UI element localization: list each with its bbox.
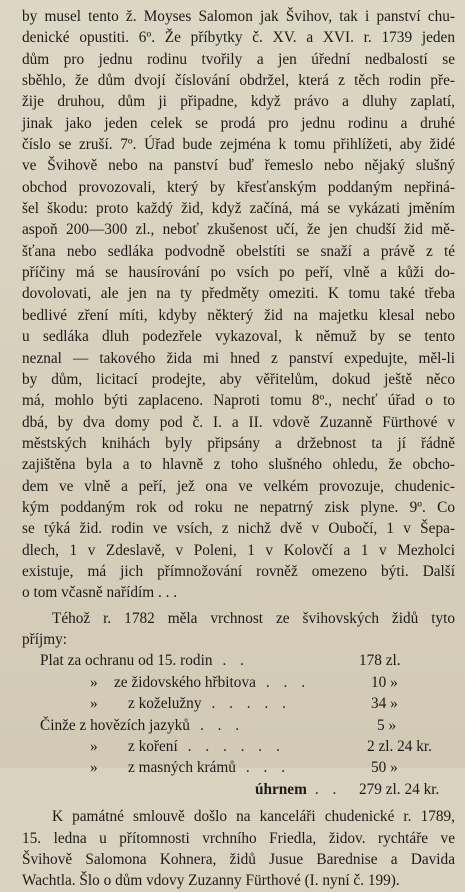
ledger-label: Plat za ochranu od 15. rodin bbox=[40, 652, 213, 670]
text-line: číslo se zruší. 7º. Úřad bude zejména k tomu přihlížeti, aby židé bbox=[22, 136, 455, 154]
text-line: zajištěna byla a to hlavně z toho slušného ohledu, že obcho- bbox=[22, 456, 455, 474]
ledger-total-row bbox=[40, 779, 455, 800]
text-line: dovolovati, ale jen na ty předměty omeziti. K tomu také třeba bbox=[22, 285, 455, 303]
text-line: šel škodu: proto každý žid, když začíná, má se vykázati jměním bbox=[22, 200, 455, 218]
ditto-mark: » bbox=[90, 759, 98, 777]
text-line: dem ve vlně a peří, jež ona ve velkém provozuje, chudenic- bbox=[22, 477, 455, 495]
ledger-label: z koření bbox=[128, 737, 178, 755]
ledger-amount: 10 » bbox=[371, 673, 398, 691]
ledger-amount: 2 zl. 24 kr. bbox=[367, 737, 433, 755]
text-line: dlech, 1 v Zdeslavě, v Poleni, 1 v Kolovčí a 1 v Mezholci bbox=[22, 541, 455, 559]
text-line: příčiny má se hausírování po vsích po peří, vlně a kůži do- bbox=[22, 264, 455, 282]
ledger-total-amount: 279 zl. 24 kr. bbox=[359, 780, 440, 798]
ledger-label: Činže z hovězích jazyků bbox=[40, 716, 190, 734]
text-line: K památné smlouvě došlo na kanceláři chudenické r. 1789, bbox=[52, 808, 455, 826]
leader-dots: . . . bbox=[245, 759, 291, 777]
ledger-row bbox=[40, 736, 455, 757]
text-line: se týká žid. rodin ve vsích, z nichž dvě v Oubočí, 1 v Šepa- bbox=[22, 520, 455, 538]
leader-dots: . . . bbox=[265, 673, 311, 691]
leader-dots: . . . . . . bbox=[187, 737, 285, 755]
ledger-total-label: úhrnem bbox=[255, 780, 307, 798]
text-line: u sedláka dluh podezřele vykazoval, k němuž by se tento bbox=[22, 328, 455, 346]
text-line: aspoň 200—300 zl., neboť zkušenost učí, že jen chudší žid mě- bbox=[22, 221, 455, 239]
ledger-amount: 50 » bbox=[371, 759, 398, 777]
paragraph-income-intro bbox=[22, 608, 455, 651]
leader-dots: . . bbox=[222, 652, 249, 670]
text-line: Wachtla. Šlo o dům vdovy Zuzanny Fürthové (I. nyní č. 199). bbox=[22, 872, 400, 890]
text-line: existuje, má jich přímnožování rovněž omezeno býti. Další bbox=[22, 562, 455, 580]
text-line: neznal — takového žida mi hned z panství expedujte, měl-li bbox=[22, 349, 455, 367]
text-line: 15. ledna u přítomnosti vrchního Friedla, židov. rychtáře ve bbox=[22, 829, 455, 847]
text-line: ve Švihově nebo na panství buď řemeslo nebo nějaký slušný bbox=[22, 157, 455, 175]
ditto-mark: » bbox=[90, 673, 98, 691]
ledger-row bbox=[40, 757, 455, 778]
ditto-mark: » bbox=[90, 695, 98, 713]
text-line: o tom včasně nařídím . . . bbox=[22, 584, 178, 602]
ledger-row bbox=[40, 693, 455, 714]
ledger-label: z koželužny bbox=[128, 695, 202, 713]
ledger-label: z masných krámů bbox=[128, 759, 236, 777]
ledger-row bbox=[40, 715, 455, 736]
text-line: Švihově Salomona Kohnera, židů Jusue Barednise a Davida bbox=[22, 850, 455, 868]
text-line: příjmy: bbox=[22, 630, 68, 648]
text-line: by musel tento ž. Moyses Salomon jak Švihov, tak i panství chu- bbox=[22, 8, 455, 25]
ledger-row bbox=[40, 672, 455, 693]
text-line: obchod provozovali, který by křesťanským poddaným nepřiná- bbox=[22, 178, 455, 196]
text-line: sběhlo, že dům dvojí číslování obdržel, která z těch rodin pře- bbox=[22, 72, 455, 90]
leader-dots: . . . bbox=[199, 716, 245, 734]
leader-dots: . . bbox=[314, 780, 342, 798]
income-ledger bbox=[22, 650, 455, 800]
text-line: má, mohlo býti zaplaceno. Naproti tomu 8º., nechť úřad o to bbox=[22, 392, 455, 410]
text-line: městských knihách byly připsány a držebnost ta jí řádně bbox=[22, 434, 455, 452]
text-line: bedlivé zření míti, kdyby některý žid na majetku klesal nebo bbox=[22, 306, 455, 324]
text-line: šťana nebo sedláka podvodně obelstíti se snaží a právě z té bbox=[22, 242, 455, 260]
text-line: jinak jako jeden celek se prodá pro jednu rodinu a druhé bbox=[22, 114, 455, 132]
text-line: dbá, by dva domy pod č. I. a II. vdově Zuzanně Fürthové v bbox=[22, 413, 455, 431]
leader-dots: . . . . . bbox=[211, 695, 291, 713]
text-line: dům pro jednu rodinu tvořily a jen úřední nedbalostí se bbox=[22, 50, 455, 68]
paragraph-contract bbox=[22, 806, 455, 891]
ledger-label: ze židovského hřbitova bbox=[114, 673, 256, 691]
text-line: by dům, licitací prodejte, aby věřitelům, dokud ještě něco bbox=[22, 370, 455, 388]
text-line: žije druhou, dům ji připadne, když právo a dluhy zaplatí, bbox=[22, 93, 455, 111]
text-line: Téhož r. 1782 měla vrchnost ze švihovských židů tyto bbox=[52, 609, 455, 627]
ledger-row bbox=[40, 650, 455, 671]
ledger-amount: 34 » bbox=[371, 695, 398, 713]
text-line: denické opustiti. 6º. Že příbytky č. XV. a XVI. r. 1739 jeden bbox=[22, 29, 455, 47]
ditto-mark: » bbox=[90, 737, 98, 755]
ledger-amount: 178 zl. bbox=[359, 652, 401, 670]
text-line: kým poddaným rok od roku ne nepatrný zisk plyne. 9º. Co bbox=[22, 498, 455, 516]
paragraph-decree bbox=[22, 6, 455, 604]
ledger-amount: 5 » bbox=[377, 716, 397, 734]
